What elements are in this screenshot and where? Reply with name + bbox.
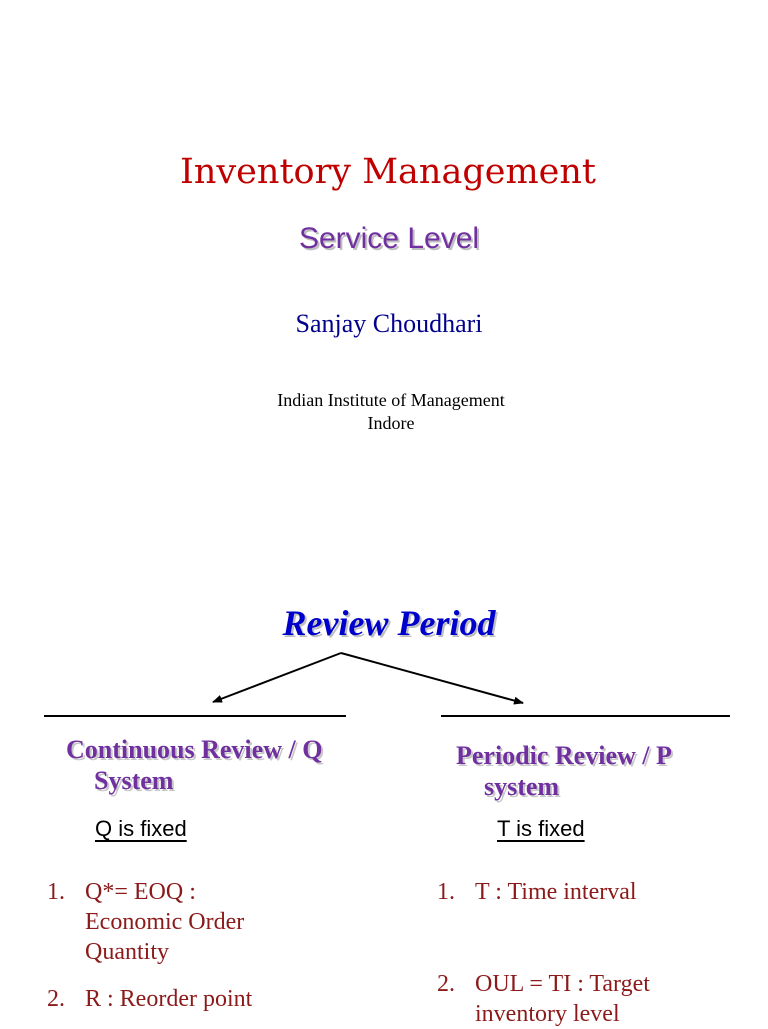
author-name: Sanjay Choudhari [295,309,483,338]
list-item-line: Economic Order [85,909,245,935]
list-item-line: R : Reorder point [85,986,253,1012]
continuous-review-heading [66,734,322,796]
list-item-line: T : Time interval [475,879,637,905]
review-period-title: Review Period [282,603,496,643]
institute-line-2: Indore [367,413,415,433]
slide-title: Inventory Management [180,152,596,192]
periodic-review-heading-line-2: system [484,772,560,801]
list-item-number: 1. [47,879,65,905]
list-item-reorder-point [47,984,252,1014]
list-item-line: Quantity [85,939,169,965]
list-item-number: 2. [437,971,455,997]
periodic-review-heading-line-1: Periodic Review / P [456,741,672,770]
list-item-time-interval [437,877,637,907]
list-item-line: Q*= EOQ : [85,879,196,905]
list-item-target-inventory [437,969,650,1029]
slide-subtitle: Service Level [298,222,480,255]
list-item-number: 2. [47,986,65,1012]
t-fixed-label: T is fixed [497,816,585,841]
list-item-line: inventory level [475,1001,620,1027]
continuous-review-heading-line-1: Continuous Review / Q [66,735,323,764]
arrow-right [341,653,523,703]
list-item-q-eoq [47,877,244,967]
q-fixed-label: Q is fixed [95,816,187,841]
institute-line-1: Indian Institute of Management [277,390,505,410]
continuous-review-heading-line-2: System [94,766,174,795]
list-item-number: 1. [437,879,455,905]
arrow-left [213,653,341,702]
list-item-line: OUL = TI : Target [475,971,650,997]
periodic-review-heading [456,740,672,802]
